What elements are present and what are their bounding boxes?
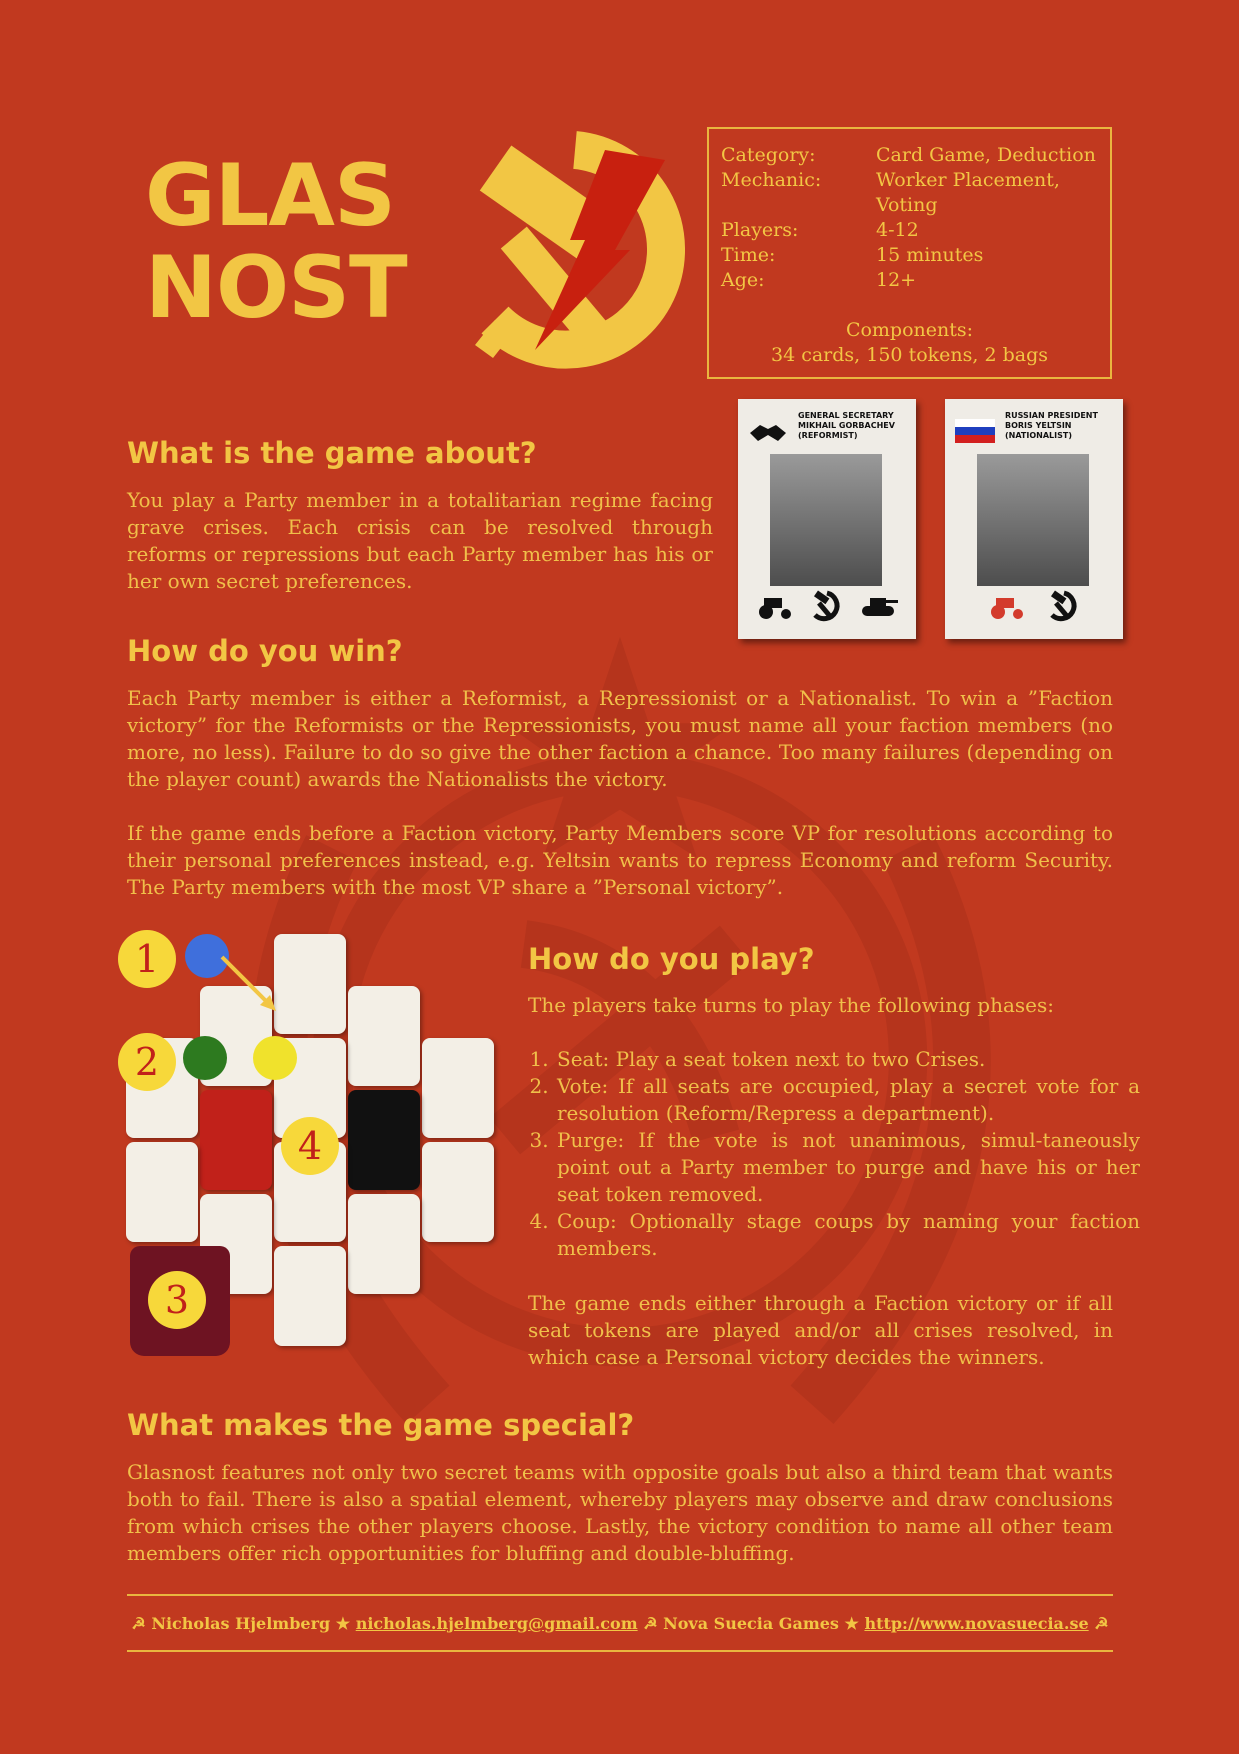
crisis-tile <box>274 934 346 1034</box>
email-link[interactable]: nicholas.hjelmberg@gmail.com <box>355 1614 638 1633</box>
game-info-box <box>707 127 1112 379</box>
phase-item: 1. Seat: Play a seat token next to two Crises. <box>555 1046 1140 1073</box>
title-line-1: GLAS <box>145 146 395 246</box>
play-intro: The players take turns to play the following phases: <box>528 993 1054 1017</box>
phases-list <box>528 1046 1140 1262</box>
info-row <box>721 243 1098 268</box>
hammer-sickle-logo <box>455 130 695 370</box>
footer-rule-bottom <box>127 1650 1113 1652</box>
sickle-icon: ☭ <box>131 1614 146 1633</box>
info-key: Time: <box>721 244 776 266</box>
play-outro: The game ends either through a Faction victory or if all seat tokens are played and/or all crises resolved, in which case a Personal victory decides the winners. <box>528 1291 1113 1369</box>
phase-item: 2. Vote: If all seats are occupied, play a secret vote for a resolution (Reform/Repress a department). <box>555 1073 1140 1127</box>
info-row <box>721 218 1098 243</box>
info-key <box>721 193 876 218</box>
star-icon: ★ <box>844 1614 859 1633</box>
info-value: Voting <box>876 194 938 216</box>
footer-rule-top <box>127 1594 1113 1596</box>
russian-flag-icon <box>955 419 995 443</box>
publisher-name: Nova Suecia Games <box>663 1614 839 1633</box>
components-value: 34 cards, 150 tokens, 2 bags <box>771 344 1048 366</box>
seat-token-yellow <box>253 1036 297 1080</box>
crisis-tile-dark <box>348 1090 420 1190</box>
sickle-icon: ☭ <box>1094 1614 1109 1633</box>
info-row <box>721 268 1098 293</box>
handshake-icon <box>748 419 788 443</box>
info-key: Players: <box>721 219 799 241</box>
info-key: Age: <box>721 269 765 291</box>
game-title <box>145 146 407 338</box>
character-card-gorbachev <box>738 399 916 639</box>
card-faction: (REFORMIST) <box>798 431 858 440</box>
heading-play: How do you play? <box>528 942 815 976</box>
portrait-photo <box>977 454 1089 586</box>
card-faction: (NATIONALIST) <box>1005 431 1072 440</box>
hammer-sickle-icon <box>1046 589 1080 623</box>
website-link[interactable]: http://www.novasuecia.se <box>864 1614 1089 1633</box>
crisis-tile <box>422 1038 494 1138</box>
info-row <box>721 168 1098 193</box>
step-number-2: 2 <box>118 1033 176 1091</box>
card-title: GENERAL SECRETARY <box>798 411 894 420</box>
win-text-2: If the game ends before a Faction victory, Party Members score VP for resolutions according to their personal preferences instead, e.g. Yeltsin wants to repress Economy and reform Security. The Party members with the most VP share a ”Personal victory”. <box>127 821 1113 899</box>
card-title: RUSSIAN PRESIDENT <box>1005 411 1098 420</box>
info-value: Worker Placement, <box>876 169 1060 191</box>
card-icons <box>748 589 906 623</box>
star-icon: ★ <box>335 1614 351 1633</box>
info-row <box>721 143 1098 168</box>
special-text: Glasnost features not only two secret teams with opposite goals but also a third team that wants both to fail. There is also a spatial element, whereby players may observe and draw conclusions from which crises the other players choose. Lastly, the victory condition to name all other team members offer rich opportunities for bluffing and double-bluffing. <box>127 1460 1113 1565</box>
card-header <box>748 411 908 447</box>
info-value: 4-12 <box>876 219 919 241</box>
step-number-1: 1 <box>118 930 176 988</box>
hammer-sickle-icon <box>809 589 843 623</box>
crisis-tile <box>348 1194 420 1294</box>
info-key: Category: <box>721 144 816 166</box>
crisis-tile <box>274 1246 346 1346</box>
heading-about: What is the game about? <box>127 436 537 470</box>
character-card-yeltsin <box>945 399 1123 639</box>
step-number-3: 3 <box>148 1271 206 1329</box>
card-icons <box>955 589 1113 623</box>
crisis-tile <box>126 1142 198 1242</box>
card-name: BORIS YELTSIN <box>1005 421 1072 430</box>
footer <box>127 1614 1113 1633</box>
crisis-tile <box>422 1142 494 1242</box>
tank-icon <box>858 592 898 620</box>
win-text-1: Each Party member is either a Reformist, a Repressionist or a Nationalist. To win a ”Faction victory” for the Reformists or the Repressionists, you must name all your faction members (no more, no less). Failure to do so give the other faction a chance. Too many failures (depending on the player count) awards the Nationalists the victory. <box>127 686 1113 791</box>
info-key: Mechanic: <box>721 169 822 191</box>
components-label: Components: <box>845 319 974 341</box>
info-row <box>721 193 1098 218</box>
title-line-2: NOST <box>145 238 407 338</box>
info-value: Card Game, Deduction <box>876 144 1096 166</box>
tractor-icon <box>988 592 1026 620</box>
info-value: 12+ <box>876 269 917 291</box>
sickle-icon: ☭ <box>643 1614 658 1633</box>
arrow-icon <box>220 955 280 1015</box>
vote-tile <box>200 1090 272 1190</box>
info-value: 15 minutes <box>876 244 984 266</box>
crisis-tile <box>348 986 420 1086</box>
card-header <box>955 411 1115 447</box>
author-name: Nicholas Hjelmberg <box>151 1614 331 1633</box>
about-text: You play a Party member in a totalitarian regime facing grave crises. Each crisis can be resolved through reforms or repressions but each Party member has his or her own secret preferences. <box>127 488 713 593</box>
tractor-icon <box>756 592 794 620</box>
portrait-photo <box>770 454 882 586</box>
step-number-4: 4 <box>281 1117 339 1175</box>
seat-token-green <box>183 1036 227 1080</box>
heading-win: How do you win? <box>127 634 403 668</box>
card-name: MIKHAIL GORBACHEV <box>798 421 895 430</box>
heading-special: What makes the game special? <box>127 1408 635 1442</box>
phase-item: 3. Purge: If the vote is not unanimous, simul-taneously point out a Party member to purge and have his or her seat token removed. <box>555 1127 1140 1208</box>
phase-item: 4. Coup: Optionally stage coups by naming your faction members. <box>555 1208 1140 1262</box>
